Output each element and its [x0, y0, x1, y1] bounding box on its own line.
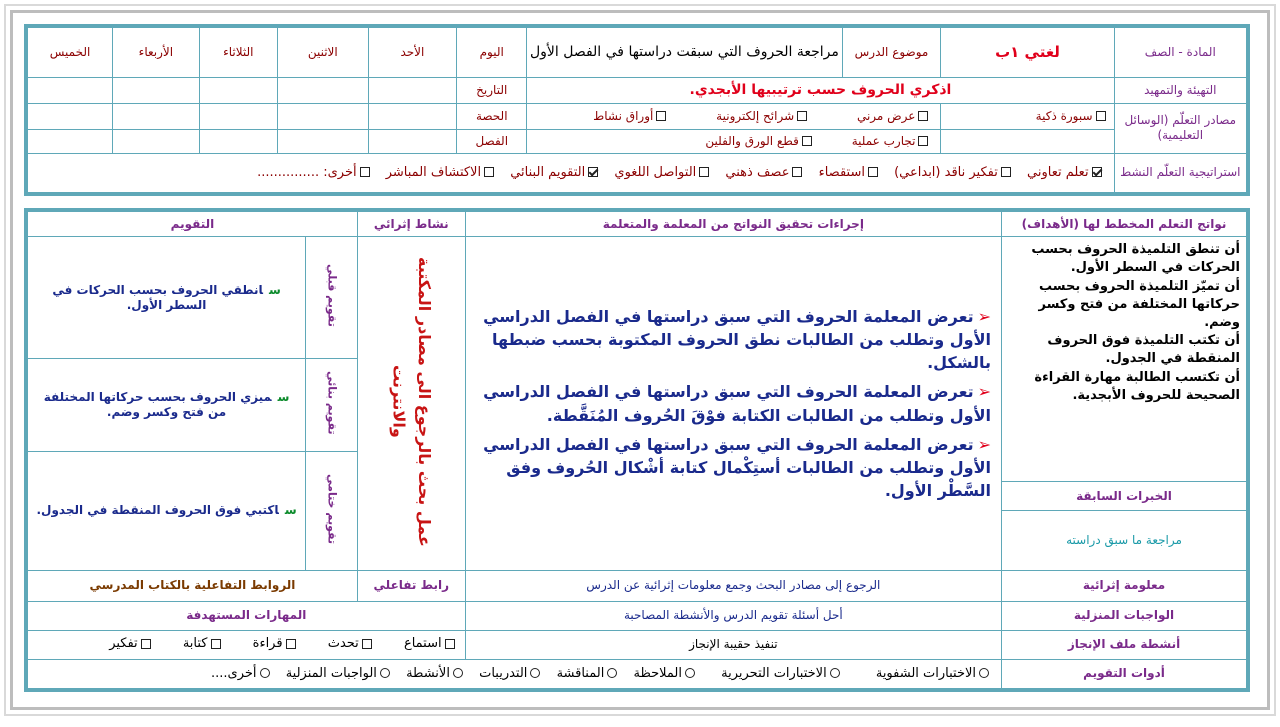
day-monday: الاثنين: [277, 26, 368, 78]
eval-question-formative: سميزي الحروف بحسب حركاتها المختلفة من فتح وكسر وضم.: [26, 358, 306, 451]
class-cell-5[interactable]: [26, 129, 113, 153]
day-wednesday: الأربعاء: [113, 26, 200, 78]
radio-icon[interactable]: [380, 668, 390, 678]
checkbox-icon[interactable]: [797, 111, 807, 121]
radio-icon[interactable]: [607, 668, 617, 678]
date-label: التاريخ: [457, 78, 527, 104]
arrow-bullet-icon: ➢: [977, 382, 992, 402]
date-cell-4[interactable]: [113, 78, 200, 104]
period-cell-5[interactable]: [26, 104, 113, 130]
resource-smartboard[interactable]: سبورة ذكية: [941, 104, 1114, 130]
activity-header: نشاط إثرائي: [357, 210, 465, 237]
checkbox-icon[interactable]: [445, 639, 455, 649]
class-cell-4[interactable]: [113, 129, 200, 153]
radio-icon[interactable]: [530, 668, 540, 678]
class-label: الفصل: [457, 129, 527, 153]
checkbox-icon[interactable]: [141, 639, 151, 649]
date-cell-3[interactable]: [199, 78, 277, 104]
tool-written-tests[interactable]: الاختبارات التحريرية: [721, 666, 840, 682]
goals-cell: [1002, 237, 1248, 482]
question-marker: س: [269, 282, 281, 297]
resource-flex-display[interactable]: عرض مرني: [857, 109, 929, 124]
checkbox-icon[interactable]: [484, 167, 494, 177]
skill-thinking[interactable]: تفكير: [109, 636, 150, 652]
homework-value: أحل أسئلة تقويم الدرس والأنشطة المصاحبة: [465, 601, 1001, 630]
enrichment-info-label: معلومة إثرائية: [1002, 570, 1248, 601]
checkbox-icon[interactable]: [286, 639, 296, 649]
radio-icon[interactable]: [979, 668, 989, 678]
strategy-other[interactable]: أخرى: ...............: [257, 165, 370, 181]
eval-type-formative: تقويم بنائي: [306, 358, 358, 451]
skill-listening[interactable]: استماع: [404, 636, 455, 652]
subject-value: لغتي ١ب: [941, 26, 1114, 78]
homework-label: الواجبات المنزلية: [1002, 601, 1248, 630]
checkbox-icon[interactable]: [1096, 111, 1106, 121]
checkbox-icon[interactable]: [360, 167, 370, 177]
question-marker: س: [284, 503, 297, 518]
date-cell-1[interactable]: [368, 78, 457, 104]
checkbox-icon[interactable]: [918, 111, 928, 121]
evaluation-header: التقويم: [26, 210, 357, 237]
goal-item: أن تنطق التلميذة الحروف بحسب الحركات في السطر الأول.: [1031, 242, 1240, 276]
procedures-header: إجراءات تحقيق النواتج من المعلمة والمتعلمة: [465, 210, 1001, 237]
period-cell-2[interactable]: [277, 104, 368, 130]
resource-worksheets[interactable]: أوراق نشاط: [593, 109, 666, 124]
skills-row: [26, 630, 465, 659]
radio-icon[interactable]: [260, 668, 270, 678]
interactive-link-value[interactable]: الروابط التفاعلية بالكتاب المدرسي: [26, 570, 357, 601]
prior-experience-label: الخبرات السابقة: [1002, 482, 1248, 511]
checkbox-icon[interactable]: [211, 639, 221, 649]
checkbox-icon[interactable]: [802, 136, 812, 146]
resource-empty: [941, 129, 1114, 153]
class-cell-2[interactable]: [277, 129, 368, 153]
strategy-label: استراتيجية التعلّم النشط: [1114, 153, 1248, 194]
subject-grade-label: المادة - الصف: [1114, 26, 1248, 78]
checked-checkbox-icon[interactable]: [1092, 167, 1102, 177]
checkbox-icon[interactable]: [918, 136, 928, 146]
class-cell-3[interactable]: [199, 129, 277, 153]
strategy-discovery[interactable]: الاكتشاف المباشر: [386, 165, 494, 181]
strategies-row: [26, 153, 1114, 194]
strategy-cooperative[interactable]: تعلم تعاوني: [1027, 165, 1102, 181]
lesson-plan-table: [24, 208, 1250, 692]
period-label: الحصة: [457, 104, 527, 130]
resource-paper-foam[interactable]: قطع الورق والفلين: [705, 134, 811, 149]
lesson-info-table: [24, 24, 1250, 196]
period-cell-1[interactable]: [368, 104, 457, 130]
class-cell-1[interactable]: [368, 129, 457, 153]
arrow-bullet-icon: ➢: [977, 434, 992, 454]
target-skills-label: المهارات المستهدفة: [26, 601, 465, 630]
checkbox-icon[interactable]: [792, 167, 802, 177]
warmup-label: التهيئة والتمهيد: [1114, 78, 1248, 104]
goal-item: أن تميّز التلميذة الحروف بحسب حركاتها المختلفة من فتح وكسر وضم.: [1038, 278, 1240, 331]
arrow-bullet-icon: ➢: [977, 306, 992, 326]
radio-icon[interactable]: [685, 668, 695, 678]
day-thursday: الخميس: [26, 26, 113, 78]
date-cell-5[interactable]: [26, 78, 113, 104]
interactive-link-label: رابط تفاعلي: [357, 570, 465, 601]
radio-icon[interactable]: [453, 668, 463, 678]
checkbox-icon[interactable]: [656, 111, 666, 121]
day-tuesday: الثلاثاء: [199, 26, 277, 78]
strategy-formative[interactable]: التقويم البنائي: [510, 165, 598, 181]
day-sunday: الأحد: [368, 26, 457, 78]
resource-group-row1: [527, 104, 941, 130]
tool-oral-tests[interactable]: الاختبارات الشفوية: [876, 666, 989, 682]
tool-discussion[interactable]: المناقشة: [557, 666, 618, 682]
resource-slides[interactable]: شرائح إلكترونية: [716, 109, 807, 124]
activity-cell: [357, 237, 465, 571]
checkbox-icon[interactable]: [362, 639, 372, 649]
question-marker: س: [277, 389, 290, 404]
goal-item: أن تكتب التلميذة فوق الحروف المنقطة في الجدول.: [1047, 333, 1240, 367]
strategy-inquiry[interactable]: استقصاء: [819, 165, 878, 181]
checkbox-icon[interactable]: [699, 167, 709, 177]
date-cell-2[interactable]: [277, 78, 368, 104]
skill-writing[interactable]: كتابة: [183, 636, 221, 652]
tool-homework[interactable]: الواجبات المنزلية: [286, 666, 390, 682]
activity-text: عمل بحث بالرجوع الى مصادر المكتبة والانترنت: [389, 256, 434, 547]
portfolio-value: تنفيذ حقيبة الإنجاز: [465, 630, 1001, 659]
period-cell-4[interactable]: [113, 104, 200, 130]
resource-group-row2: [527, 129, 941, 153]
tool-other[interactable]: أخرى....: [211, 666, 270, 682]
portfolio-label: أنشطة ملف الإنجاز: [1002, 630, 1248, 659]
tools-row: [26, 659, 1002, 690]
checkbox-icon[interactable]: [868, 167, 878, 177]
lesson-topic-label: موضوع الدرس: [842, 26, 941, 78]
tool-activities[interactable]: الأنشطة: [406, 666, 463, 682]
eval-type-final: تقويم ختامي: [306, 451, 358, 570]
skill-speaking[interactable]: تحدث: [328, 636, 372, 652]
eval-question-pre: سانطقي الحروف بحسب الحركات في السطر الأول.: [26, 237, 306, 359]
checked-checkbox-icon[interactable]: [588, 167, 598, 177]
goal-item: أن تكتسب الطالبة مهارة القراءة الصحيحة للحروف الأبجدية.: [1034, 369, 1240, 403]
eval-question-final: ساكتبي فوق الحروف المنقطة في الجدول.: [26, 451, 306, 570]
strategy-linguistic[interactable]: التواصل اللغوي: [614, 165, 709, 181]
enrichment-info-value: الرجوع إلى مصادر البحث وجمع معلومات إثرائية عن الدرس: [465, 570, 1001, 601]
radio-icon[interactable]: [830, 668, 840, 678]
prior-experience-value: مراجعة ما سبق دراسته: [1002, 511, 1248, 571]
procedure-item: ➢تعرض المعلمة الحروف التي سبق دراستها في الفصل الدراسي الأول وتطلب من الطالبات أستِكْمال كتابة أشْكال الحُروف وفق السَّطْر الأول.: [483, 434, 992, 501]
eval-type-pre: تقويم قبلي: [306, 237, 358, 359]
resource-experiments[interactable]: تجارب عملية: [852, 134, 929, 149]
checkbox-icon[interactable]: [1001, 167, 1011, 177]
procedure-item: ➢تعرض المعلمة الحروف التي سبق دراستها في الفصل الدراسي الأول وتطلب من الطالبات الكتابة فوْقَ الحُروف المُنَقَّطة.: [483, 382, 992, 425]
tools-label: أدوات التقويم: [1002, 659, 1248, 690]
period-cell-3[interactable]: [199, 104, 277, 130]
strategy-critical-thinking[interactable]: تفكير ناقد (ابداعي): [894, 165, 1011, 181]
goals-header: نواتج التعلم المخطط لها (الأهداف): [1002, 210, 1248, 237]
warmup-value: اذكري الحروف حسب ترتيبيها الأبجدي.: [527, 78, 1114, 104]
skill-reading[interactable]: قراءة: [253, 636, 296, 652]
tool-exercises[interactable]: التدريبات: [479, 666, 540, 682]
day-label: اليوم: [457, 26, 527, 78]
procedures-cell: [465, 237, 1001, 571]
lesson-topic-value: مراجعة الحروف التي سبقت دراستها في الفصل الأول: [527, 26, 842, 78]
strategy-brainstorm[interactable]: عصف ذهني: [725, 165, 802, 181]
tool-observation[interactable]: الملاحظة: [633, 666, 695, 682]
procedure-item: ➢تعرض المعلمة الحروف التي سبق دراستها في الفصل الدراسي الأول وتطلب من الطالبات نطق الحروف المكتوبة بحسب ضبطها بالشكل.: [483, 306, 992, 373]
resources-label: مصادر التعلّم (الوسائل التعليمية): [1114, 104, 1248, 154]
